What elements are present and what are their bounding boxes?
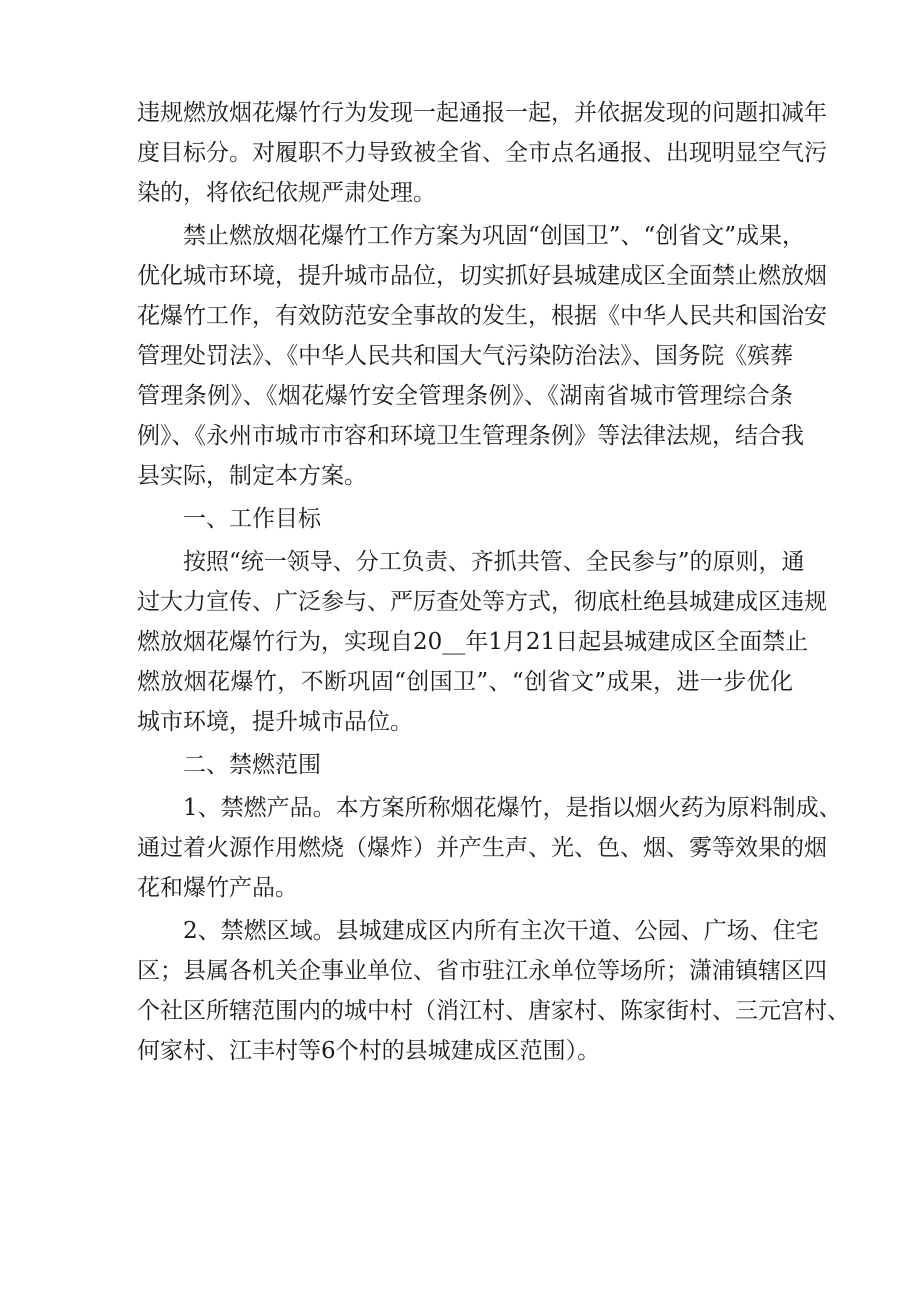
text-line: 优化城市环境，提升城市品位，切实抓好县城建成区全面禁止燃放烟: [137, 263, 827, 289]
text-line: 花爆竹工作，有效防范安全事故的发生，根据《中华人民共和国治安: [137, 303, 827, 329]
text-line: 管理处罚法》、《中华人民共和国大气污染防治法》、国务院《殡葬: [137, 343, 793, 369]
text-line: 染的，将依纪依规严肃处理。: [137, 180, 436, 206]
text-line: 城市环境，提升城市品位。: [137, 709, 413, 735]
text-line: 例》、《永州市城市市容和环境卫生管理条例》等法律法规，结合我: [137, 423, 804, 449]
text-line: 区；县属各机关企事业单位、省市驻江永单位等场所；潇浦镇辖区四: [137, 958, 827, 984]
section-heading: 一、工作目标: [183, 506, 321, 532]
text-line: 燃放烟花爆竹，不断巩固“创国卫”、“创省文”成果，进一步优化: [137, 669, 793, 695]
text-line: 花和爆竹产品。: [137, 875, 298, 901]
text-line: 个社区所辖范围内的城中村（消江村、唐家村、陈家街村、三元宫村、: [137, 998, 850, 1024]
text-line: 通过着火源作用燃烧（爆炸）并产生声、光、色、烟、雾等效果的烟: [137, 835, 827, 861]
text-line: 管理条例》、《烟花爆竹安全管理条例》、《湖南省城市管理综合条: [137, 383, 793, 409]
text-line: 燃放烟花爆竹行为，实现自20__年1月21日起县城建成区全面禁止: [137, 629, 809, 655]
text-line: 违规燃放烟花爆竹行为发现一起通报一起，并依据发现的问题扣减年: [137, 100, 827, 126]
text-line: 1、禁燃产品。本方案所称烟花爆竹，是指以烟火药为原料制成、: [183, 795, 842, 821]
text-line: 过大力宣传、广泛参与、严厉查处等方式，彻底杜绝县城建成区违规: [137, 589, 827, 615]
text-line: 按照“统一领导、分工负责、齐抓共管、全民参与”的原则，通: [183, 549, 805, 575]
text-line: 县实际，制定本方案。: [137, 463, 367, 489]
text-line: 何家村、江丰村等6个村的县城建成区范围）。: [137, 1038, 601, 1064]
text-line: 度目标分。对履职不力导致被全省、全市点名通报、出现明显空气污: [137, 140, 827, 166]
text-line: 禁止燃放烟花爆竹工作方案为巩固“创国卫”、“创省文”成果，: [183, 223, 806, 249]
document-body: [137, 98, 850, 1067]
section-heading: 二、禁燃范围: [183, 752, 321, 778]
text-line: 2、禁燃区域。县城建成区内所有主次干道、公园、广场、住宅: [183, 918, 819, 944]
